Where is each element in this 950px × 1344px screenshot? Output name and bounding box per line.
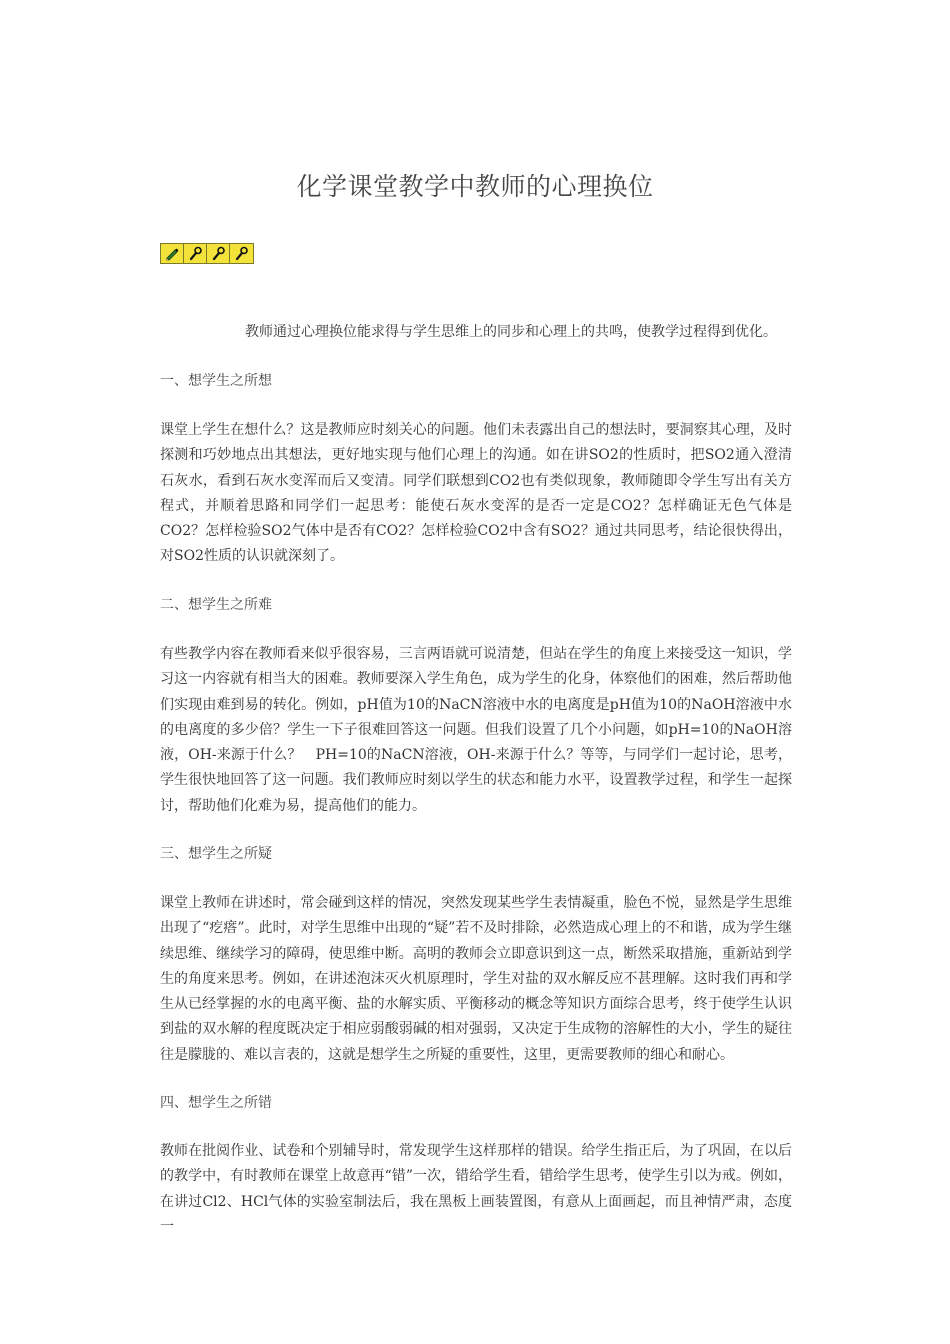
intro-paragraph: 教师通过心理换位能求得与学生思维上的同步和心理上的共鸣，使教学过程得到优化。 xyxy=(245,324,777,340)
section-paragraph: 课堂上学生在想什么？这是教师应时刻关心的问题。他们未表露出自己的想法时，要洞察其心理，及时探测和巧妙地点出其想法，更好地实现与他们心理上的沟通。如在讲SO2的性质时，把SO2通入澄清石灰水，看到石灰水变浑而后又变清。同学们联想到CO2也有类似现象，教师随即令学生写出有关方程式，并顺着思路和同学们一起思考：能使石灰水变浑的是否一定是CO2？怎样确证无色气体是CO2？怎样检验SO2气体中是否有CO2？怎样检验CO2中含有SO2？通过共同思考，结论很快得出，对SO2性质的认识就深刻了。 xyxy=(160,422,792,565)
section-paragraph: 课堂上教师在讲述时，常会碰到这样的情况，突然发现某些学生表情凝重，脸色不悦，显然是学生思维出现了“疙瘩”。此时，对学生思维中出现的“疑”若不及时排除，必然造成心理上的不和谐，成为学生继续思维、继续学习的障碍，使思维中断。高明的教师会立即意识到这一点，断然采取措施，重新站到学生的角度来思考。例如，在讲述泡沫灭火机原理时，学生对盐的双水解反应不甚理解。这时我们再和学生从已经掌握的水的电离平衡、盐的水解实质、平衡移动的概念等知识方面综合思考，终于使学生认识到盐的双水解的程度既决定于相应弱酸弱碱的相对强弱，又决定于生成物的溶解性的大小，学生的疑往往是朦胧的、难以言表的，这就是想学生之所疑的重要性，这里，更需要教师的细心和耐心。 xyxy=(160,895,792,1063)
section-heading: 四、想学生之所错 xyxy=(160,1095,272,1111)
wrench-icon[interactable] xyxy=(207,244,230,263)
wrench-icon[interactable] xyxy=(184,244,207,263)
section-heading: 二、想学生之所难 xyxy=(160,597,272,613)
section-paragraph: 有些教学内容在教师看来似乎很容易，三言两语就可说清楚，但站在学生的角度上来接受这一知识，学习这一内容就有相当大的困难。教师要深入学生角色，成为学生的化身，体察他们的困难，然后帮助他们实现由难到易的转化。例如，pH值为10的NaCN溶液中水的电离度是pH值为10的NaOH溶液中水的电离度的多少倍？学生一下子很难回答这一问题。但我们设置了几个小问题，如pH=10的NaOH溶液，OH-来源于什么？ PH=10的NaCN溶液，OH-来源于什么？等等，与同学们一起讨论，思考，学生很快地回答了这一问题。我们教师应时刻以学生的状态和能力水平，设置教学过程，和学生一起探讨，帮助他们化难为易，提高他们的能力。 xyxy=(160,646,792,814)
pencil-icon[interactable] xyxy=(161,244,184,263)
section-heading: 三、想学生之所疑 xyxy=(160,846,272,862)
section-paragraph: 教师在批阅作业、试卷和个别辅导时，常发现学生这样那样的错误。给学生指正后，为了巩固，在以后的教学中，有时教师在课堂上故意再“错”一次，错给学生看，错给学生思考，使学生引以为戒。例如，在讲过Cl2、HCl气体的实验室制法后，我在黑板上画装置图，有意从上面画起，而且神情严肃，态度一 xyxy=(160,1143,792,1235)
wrench-icon[interactable] xyxy=(230,244,253,263)
page-title: 化学课堂教学中教师的心理换位 xyxy=(296,172,654,201)
icon-toolbar xyxy=(160,243,254,264)
section-heading: 一、想学生之所想 xyxy=(160,373,272,389)
